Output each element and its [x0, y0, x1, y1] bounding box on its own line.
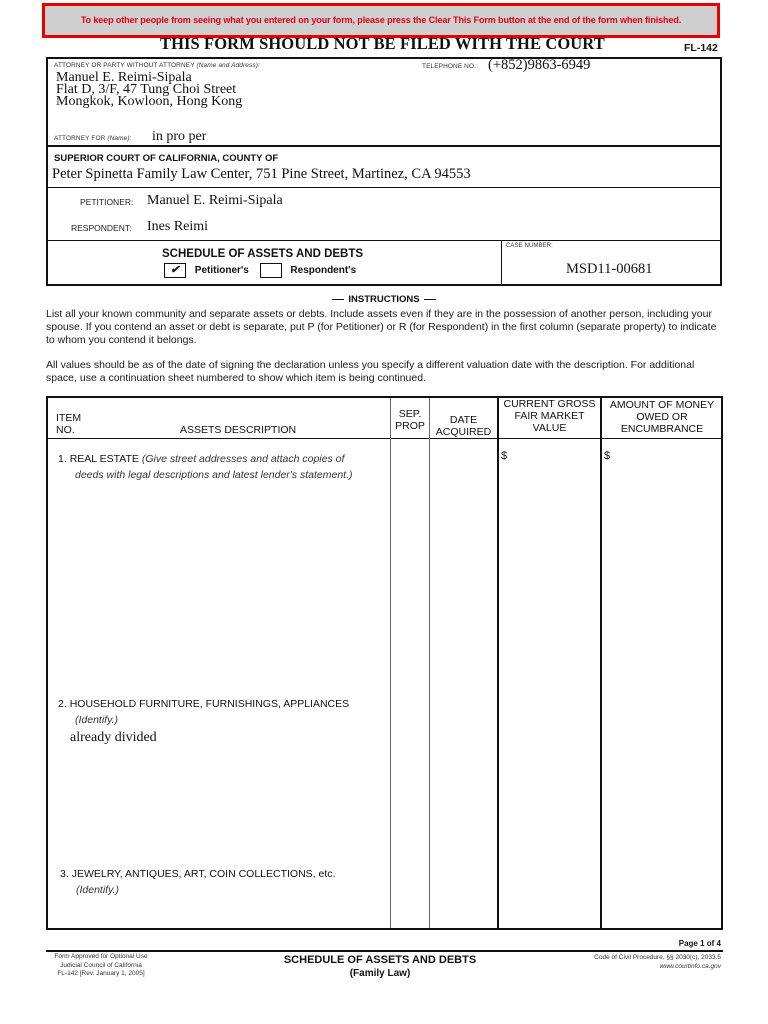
caption-box [46, 57, 722, 286]
attorney-for-label-hint: (Name): [107, 135, 132, 142]
header-value-line1: CURRENT GROSS [503, 398, 596, 410]
header-owed-line3: ENCUMBRANCE [620, 423, 704, 435]
footer-divider [46, 950, 723, 952]
attorney-for-field[interactable]: in pro per [152, 129, 207, 144]
row-title: HOUSEHOLD FURNITURE, FURNISHINGS, APPLIANCES [69, 698, 350, 710]
row-title: JEWELRY, ANTIQUES, ART, COIN COLLECTIONS, etc. [71, 868, 336, 880]
party-selector [164, 263, 356, 278]
table-row-jewelry [60, 866, 335, 898]
header-value-line2: FAIR MARKET [514, 410, 585, 422]
household-furniture-entry[interactable]: already divided [70, 730, 157, 745]
privacy-warning-banner [42, 3, 720, 38]
petitioners-checkbox[interactable] [164, 263, 186, 278]
assets-table [46, 396, 723, 930]
dash-right [424, 299, 436, 300]
attorney-name-field[interactable]: Manuel E. Reimi-Sipala [56, 70, 192, 85]
petitioner-label: PETITIONER: [80, 197, 134, 207]
court-field[interactable]: Peter Spinetta Family Law Center, 751 Pine Street, Martinez, CA 94553 [52, 166, 471, 182]
footer-title-line2: (Family Law) [349, 968, 411, 979]
header-sep-prop [391, 408, 429, 432]
footer-approval-line2: Judicial Council of California [60, 961, 142, 969]
row-hint: (Identify.) [76, 884, 119, 896]
footer-title-line1: SCHEDULE OF ASSETS AND DEBTS [283, 954, 477, 966]
telephone-label: TELEPHONE NO.: [422, 63, 478, 70]
petitioner-field[interactable]: Manuel E. Reimi-Sipala [147, 193, 283, 208]
header-item-no-line1: ITEM [56, 412, 82, 424]
attorney-label [54, 62, 260, 69]
attorney-for-label [54, 135, 132, 142]
footer-title [230, 954, 530, 980]
column-divider [600, 398, 602, 928]
header-value-line3: VALUE [532, 422, 567, 434]
footer-approval-line1: Form Approved for Optional Use [54, 953, 148, 960]
schedule-title: SCHEDULE OF ASSETS AND DEBTS [162, 248, 364, 260]
header-date-line2: ACQUIRED [435, 426, 492, 438]
column-divider [429, 398, 430, 928]
footer-code-citation: Code of Civil Procedure, §§ 2030(c), 2033.5 [594, 954, 721, 961]
court-label: SUPERIOR COURT OF CALIFORNIA, COUNTY OF [54, 153, 279, 164]
respondent-field[interactable]: Ines Reimi [147, 219, 209, 234]
column-divider [497, 398, 499, 928]
table-row-household-furniture [58, 696, 349, 728]
instructions-heading-text: INSTRUCTIONS [348, 294, 420, 305]
header-owed-line2: OWED OR [636, 411, 688, 423]
check-icon: ✔ [170, 264, 180, 276]
row-number: 3. [60, 868, 69, 880]
table-header-divider [48, 438, 721, 439]
divider [501, 240, 502, 286]
header-owed-line1: AMOUNT OF MONEY [609, 399, 715, 411]
divider [48, 187, 720, 188]
page-number: Page 1 of 4 [678, 939, 721, 948]
not-filed-notice: THIS FORM SHOULD NOT BE FILED WITH THE COURT [160, 34, 605, 53]
header-amount-owed [601, 399, 723, 435]
row-title: REAL ESTATE [69, 453, 139, 465]
divider [48, 240, 720, 241]
header-item-no [56, 412, 81, 436]
owed-dollar-sign: $ [604, 450, 611, 462]
case-number-label: CASE NUMBER: [506, 243, 553, 249]
row-number: 1. [58, 453, 67, 465]
attorney-for-label-text: ATTORNEY FOR [54, 135, 106, 142]
instructions-heading [0, 294, 768, 305]
header-date-acquired [430, 414, 497, 438]
divider [48, 145, 720, 147]
value-dollar-sign: $ [501, 450, 508, 462]
case-number-field[interactable]: MSD11-00681 [566, 261, 653, 277]
telephone-field[interactable]: (+852)9863-6949 [488, 57, 591, 73]
petitioners-label: Petitioner's [194, 265, 249, 277]
respondents-checkbox[interactable] [260, 263, 282, 278]
instructions-paragraph-2: All values should be as of the date of signing the declaration unless you specify a different valuation date with the description. For additional space, use a continuation sheet numbered to show which item is being continued. [46, 359, 695, 384]
footer-website-link[interactable]: www.courtinfo.ca.gov [659, 962, 721, 970]
row-hint: (Give street addresses and attach copies of [141, 453, 345, 465]
attorney-label-text: ATTORNEY OR PARTY WITHOUT ATTORNEY [54, 62, 195, 69]
attorney-address-line1-field[interactable]: Flat D, 3/F, 47 Tung Choi Street [56, 82, 237, 97]
row-hint-continued: deeds with legal descriptions and latest lender's statement.) [75, 469, 353, 481]
header-assets-description: ASSETS DESCRIPTION [180, 424, 297, 436]
footer-approval [46, 953, 156, 979]
header-fair-market-value [498, 398, 601, 434]
header-date-line1: DATE [449, 414, 478, 426]
footer-citation [520, 954, 721, 971]
header-sep-prop-line1: SEP. [398, 408, 422, 420]
respondent-label: RESPONDENT: [71, 223, 132, 233]
form-number: FL-142 [684, 42, 718, 54]
row-hint: (Identify.) [75, 714, 118, 726]
table-row-real-estate [58, 451, 353, 483]
header-item-no-line2: NO. [56, 424, 75, 436]
respondents-label: Respondent's [290, 265, 357, 277]
dash-left [332, 299, 344, 300]
column-divider [390, 398, 391, 928]
attorney-address-line2-field[interactable]: Mongkok, Kowloon, Hong Kong [56, 94, 243, 109]
header-sep-prop-line2: PROP [395, 420, 425, 432]
instructions-paragraph-1: List all your known community and separate assets or debts. Include assets even if they are in the possession of another person, including your spouse. If you contend an asset or debt is separate, put P (for Petitioner) or R (for Respondent) in the first column (separate property) to indicate to whom you contend it belongs. [46, 308, 717, 346]
privacy-warning-text: To keep other people from seeing what you entered on your form, please press the Clear This Form button at the end of the form when finished. [80, 15, 682, 25]
attorney-label-hint: (Name and Address): [196, 62, 260, 69]
row-number: 2. [58, 698, 67, 710]
footer-approval-line3: FL-142 [Rev. January 1, 2005] [57, 970, 145, 977]
